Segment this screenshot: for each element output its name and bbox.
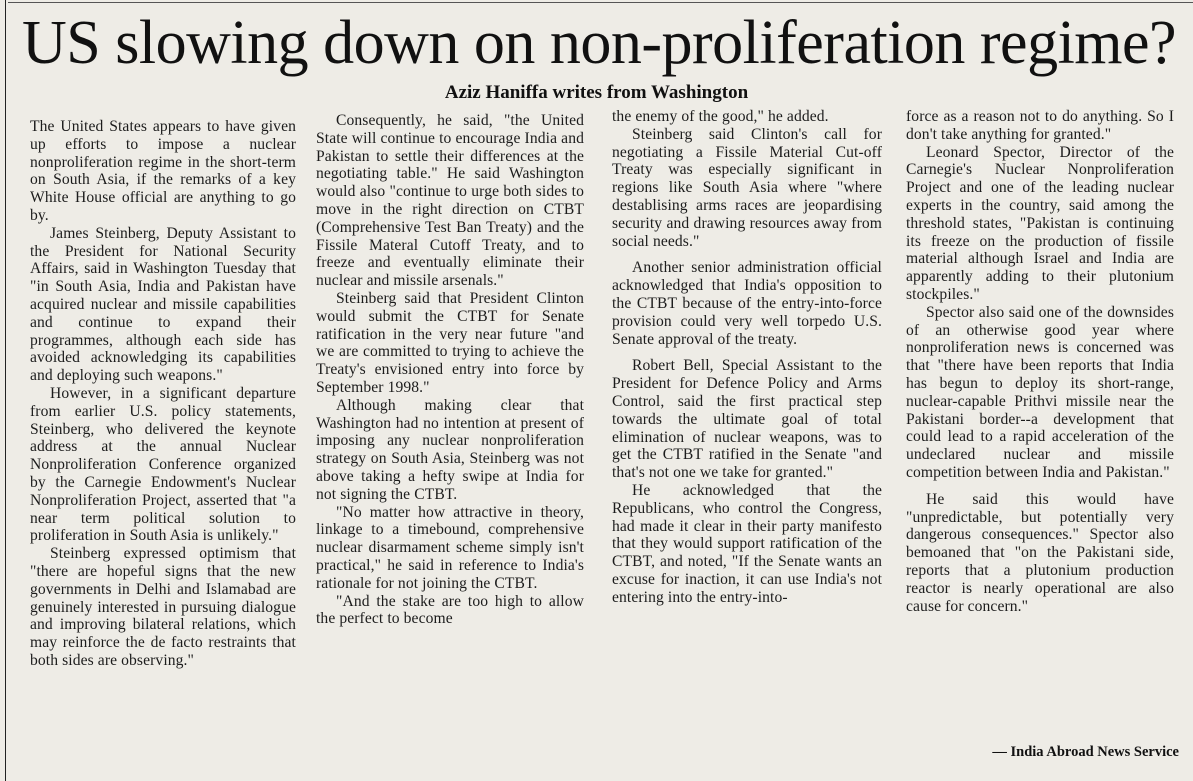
- paragraph: Although making clear that Washington had no intention at present of imposing any nuclear nonproliferation strategy on South Asia, Steinberg was not above taking a hefty swipe at India for not signing the CTBT.: [316, 396, 584, 503]
- paragraph: James Steinberg, Deputy Assistant to the President for National Security Affairs, said in Washington Tuesday that "in South Asia, India and Pakistan have acquired nuclear and missile capabilities and continue to expand their programmes, although each side has avoided acknowledging its capabilities and deploying such weapons.": [30, 224, 296, 385]
- paragraph: He said this would have "unpredictable, but potentially very dangerous consequences." Spector also bemoaned that "on the Pakistani side, reports that a plutonium production reactor is nearly operational are also cause for concern.": [906, 490, 1174, 615]
- headline: US slowing down on non-proliferation regime?: [22, 9, 1177, 77]
- paragraph: Spector also said one of the downsides of an otherwise good year where nonproliferation news is concerned was that "there have been reports that India has begun to deploy its short-range, nuclear-capable Prithvi missile near the Pakistani border--a development that could lead to a rapid acceleration of the undeclared nuclear and missile competition between India and Pakistan.": [906, 303, 1174, 481]
- paragraph: Consequently, he said, "the United State will continue to encourage India and Pakistan to settle their differences at the negotiating table." He said Washington would also "continue to urge both sides to move in the right direction on CTBT (Comprehensive Test Ban Treaty) and the Fissile Materal Cutoff Treaty, and to freeze and eventually eliminate their nuclear and missile arsenals.": [316, 112, 584, 290]
- paragraph: Steinberg expressed optimism that "there are hopeful signs that the new governments in Delhi and Islamabad are genuinely interested in pursuing dialogue and improving bilateral relations, which may reinforce the de facto restraints that both sides are observing.": [30, 545, 296, 669]
- paragraph: Another senior administration official acknowledged that India's opposition to the CTBT because of the entry-into-force provision could very well torpedo U.S. Senate approval of the treaty.: [612, 259, 882, 348]
- article-column-2: [316, 112, 584, 778]
- paragraph: force as a reason not to do anything. So I don't take anything for granted.": [906, 108, 1174, 143]
- paragraph: Leonard Spector, Director of the Carnegie's Nuclear Nonproliferation Project and one of the leading nuclear experts in the country, said among the threshold states, "Pakistan is continuing its freeze on the production of fissile material although Israel and India are apparently adding to their plutonium stockpiles.": [906, 143, 1174, 303]
- news-service-credit: — India Abroad News Service: [992, 744, 1179, 760]
- paragraph: "And the stake are too high to allow the perfect to become: [316, 592, 584, 628]
- left-rule: [5, 0, 6, 781]
- paragraph: Steinberg said that President Clinton would submit the CTBT for Senate ratification in the very near future "and we are committed to trying to achieve the Treaty's envisioned entry into force by September 1998.": [316, 289, 584, 396]
- article-column-3: [612, 108, 882, 774]
- top-rule: [8, 2, 1193, 3]
- paragraph: Steinberg said Clinton's call for negotiating a Fissile Material Cut-off Treaty was especially significant in regions like South Asia where "where destablising arms races are jeopardising security and drawing resources away from social needs.": [612, 125, 882, 250]
- paragraph: He acknowledged that the Republicans, who control the Congress, had made it clear in their party manifesto that they would support ratification of the CTBT, and noted, "If the Senate wants an excuse for inaction, it can use India's not entering into the entry-into-: [612, 481, 882, 606]
- paragraph: "No matter how attractive in theory, linkage to a timebound, comprehensive nuclear disarmament scheme simply isn't practical," he said in reference to India's rationale for not joining the CTBT.: [316, 503, 584, 592]
- paragraph: the enemy of the good," he added.: [612, 108, 829, 125]
- paragraph: However, in a significant departure from earlier U.S. policy statements, Steinberg, who delivered the keynote address at the annual Nuclear Nonproliferation Conference organized by the Carnegie Endowment's Nuclear Nonproliferation Project, asserted that "a near term political solution to proliferation in South Asia is unlikely.": [30, 384, 296, 545]
- byline: Aziz Haniffa writes from Washington: [444, 82, 749, 103]
- paragraph: Robert Bell, Special Assistant to the President for Defence Policy and Arms Control, said the first practical step towards the ultimate goal of total elimination of nuclear weapons, was to get the CTBT ratified in the Senate "and that's not one we take for granted.": [612, 357, 882, 482]
- article-column-1: [30, 118, 296, 781]
- paragraph: The United States appears to have given up efforts to impose a nuclear nonproliferation regime in the short-term on South Asia, if the remarks of a key White House official are anything to go by.: [30, 118, 296, 224]
- article-column-4: [906, 108, 1174, 774]
